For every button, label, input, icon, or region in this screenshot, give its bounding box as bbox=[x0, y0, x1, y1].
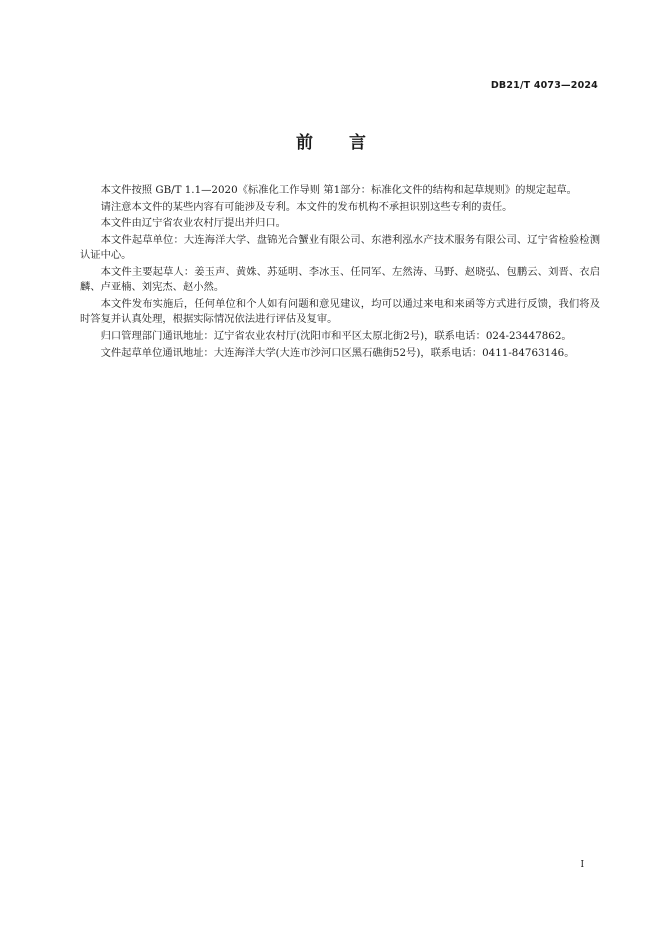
paragraph-drafter-address: 文件起草单位通讯地址：大连海洋大学(大连市沙河口区黑石礁街52号)，联系电话：0411-84763146。 bbox=[100, 346, 575, 359]
paragraph-feedback: 本文件发布实施后，任何单位和个人如有问题和意见建议，均可以通过来电和来函等方式进行反馈，我们将及时答复并认真处理，根据实际情况依法进行评估及复审。 bbox=[80, 297, 600, 326]
paragraph-proposer: 本文件由辽宁省农业农村厅提出并归口。 bbox=[100, 217, 286, 230]
paragraph-patent-notice: 请注意本文件的某些内容有可能涉及专利。本文件的发布机构不承担识别这些专利的责任。 bbox=[100, 200, 513, 213]
paragraph-drafting-rules: 本文件按照 GB/T 1.1—2020《标准化工作导则 第1部分：标准化文件的结构和起草规则》的规定起草。 bbox=[100, 184, 577, 196]
page-number: I bbox=[580, 860, 584, 870]
page-title: 前言 bbox=[296, 133, 402, 153]
standard-code: DB21/T 4073—2024 bbox=[490, 80, 598, 91]
foreword-body bbox=[80, 183, 600, 362]
paragraph-drafters: 本文件主要起草人：姜玉声、黄姝、苏延明、李冰玉、任同军、左然涛、马野、赵晓弘、包鹏云、刘晋、衣启麟、卢亚楠、刘宪杰、赵小然。 bbox=[80, 266, 600, 294]
paragraph-drafting-units: 本文件起草单位：大连海洋大学、盘锦光合蟹业有限公司、东港利泓水产技术服务有限公司、辽宁省检验检测认证中心。 bbox=[80, 234, 600, 262]
paragraph-authority-address: 归口管理部门通讯地址：辽宁省农业农村厅(沈阳市和平区太原北街2号)，联系电话：024-23447862。 bbox=[100, 329, 572, 342]
